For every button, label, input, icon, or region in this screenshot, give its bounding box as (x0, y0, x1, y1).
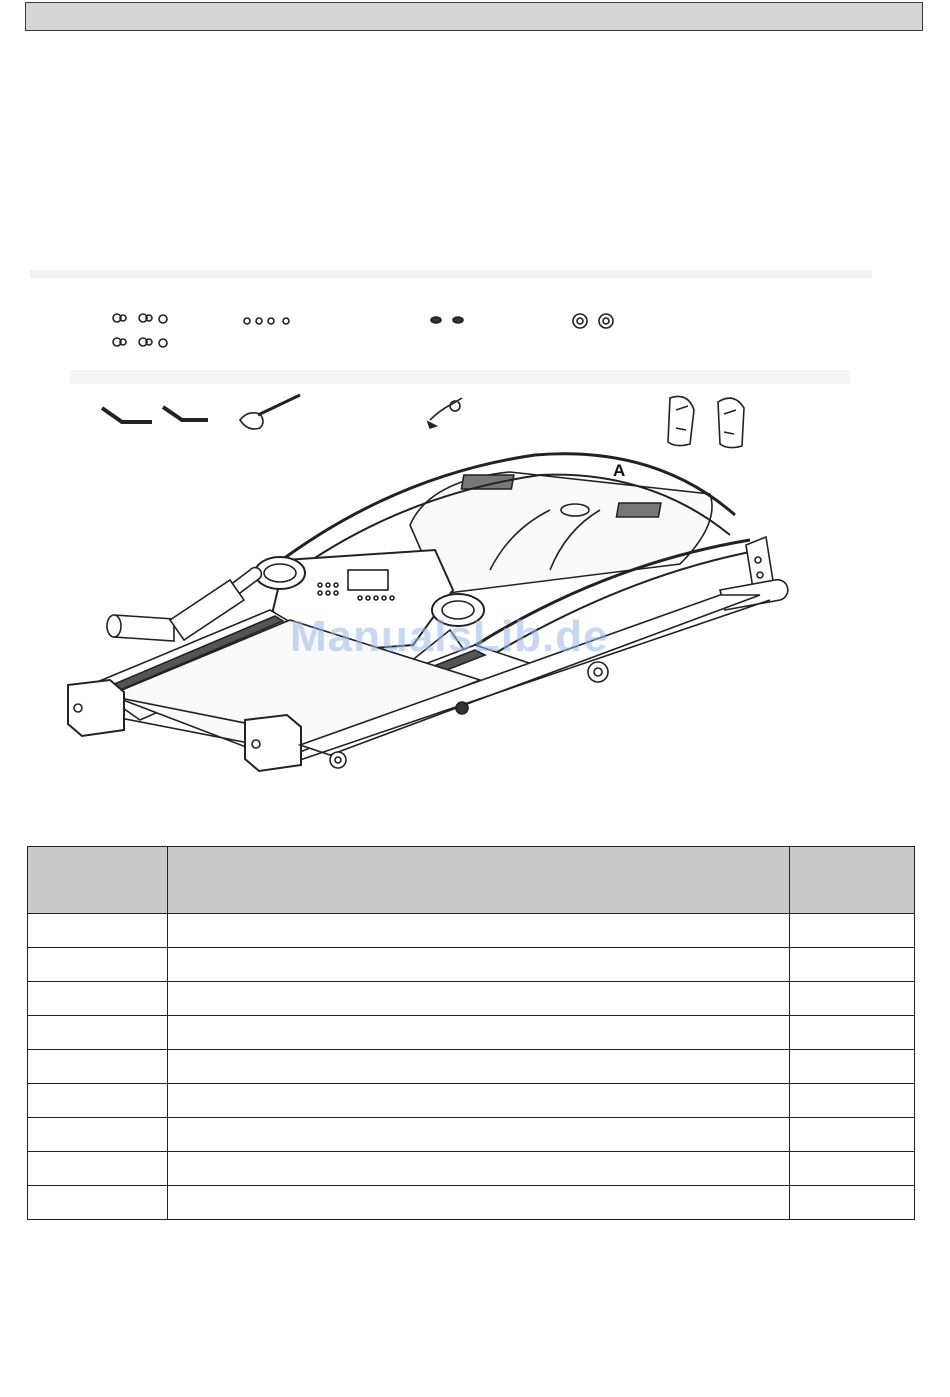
table-cell (790, 1016, 915, 1050)
table-header-cell (168, 847, 790, 914)
table-row (28, 1152, 915, 1186)
table-cell (28, 1118, 168, 1152)
table-cell (28, 948, 168, 982)
table-cell (168, 1152, 790, 1186)
parts-list-table (27, 846, 915, 1220)
table-cell (28, 1050, 168, 1084)
table-cell (168, 1084, 790, 1118)
table-row (28, 1186, 915, 1220)
table-cell (168, 914, 790, 948)
ring-washer-icon (573, 314, 613, 328)
table-cell (790, 1186, 915, 1220)
table-cell (790, 914, 915, 948)
table-cell (168, 1118, 790, 1152)
table-cell (168, 1186, 790, 1220)
table-cell (790, 948, 915, 982)
table-cell (168, 1016, 790, 1050)
washer-pair-icon (431, 317, 463, 323)
table-row (28, 982, 915, 1016)
table-header-cell (28, 847, 168, 914)
treadmill-assembly-figure (30, 270, 872, 795)
table-cell (790, 1050, 915, 1084)
table-cell (790, 1084, 915, 1118)
key-icon (428, 398, 462, 428)
table-row (28, 1016, 915, 1050)
bolt-set-icon (113, 314, 167, 347)
screw-set-icon (244, 318, 289, 324)
table-row (28, 1084, 915, 1118)
table-cell (28, 1084, 168, 1118)
table-cell (28, 982, 168, 1016)
watermark-text: ManualsLib.de (290, 612, 609, 661)
callout-label: A (613, 461, 626, 480)
table-cell (28, 1016, 168, 1050)
table-row (28, 914, 915, 948)
wrench-screwdriver-icon (240, 395, 300, 429)
table-cell (168, 948, 790, 982)
table-cell (790, 1152, 915, 1186)
table-cell (790, 982, 915, 1016)
table-header-row (28, 847, 915, 914)
table-row (28, 1050, 915, 1084)
end-cover-pair-icon (668, 397, 744, 448)
table-row (28, 948, 915, 982)
table-cell (28, 914, 168, 948)
table-cell (28, 1152, 168, 1186)
table-header-cell (790, 847, 915, 914)
section-header-bar (25, 2, 923, 31)
table-cell (168, 982, 790, 1016)
allen-key-icon (102, 407, 208, 422)
table-row (28, 1118, 915, 1152)
table-cell (28, 1186, 168, 1220)
table-cell (790, 1118, 915, 1152)
table-cell (168, 1050, 790, 1084)
